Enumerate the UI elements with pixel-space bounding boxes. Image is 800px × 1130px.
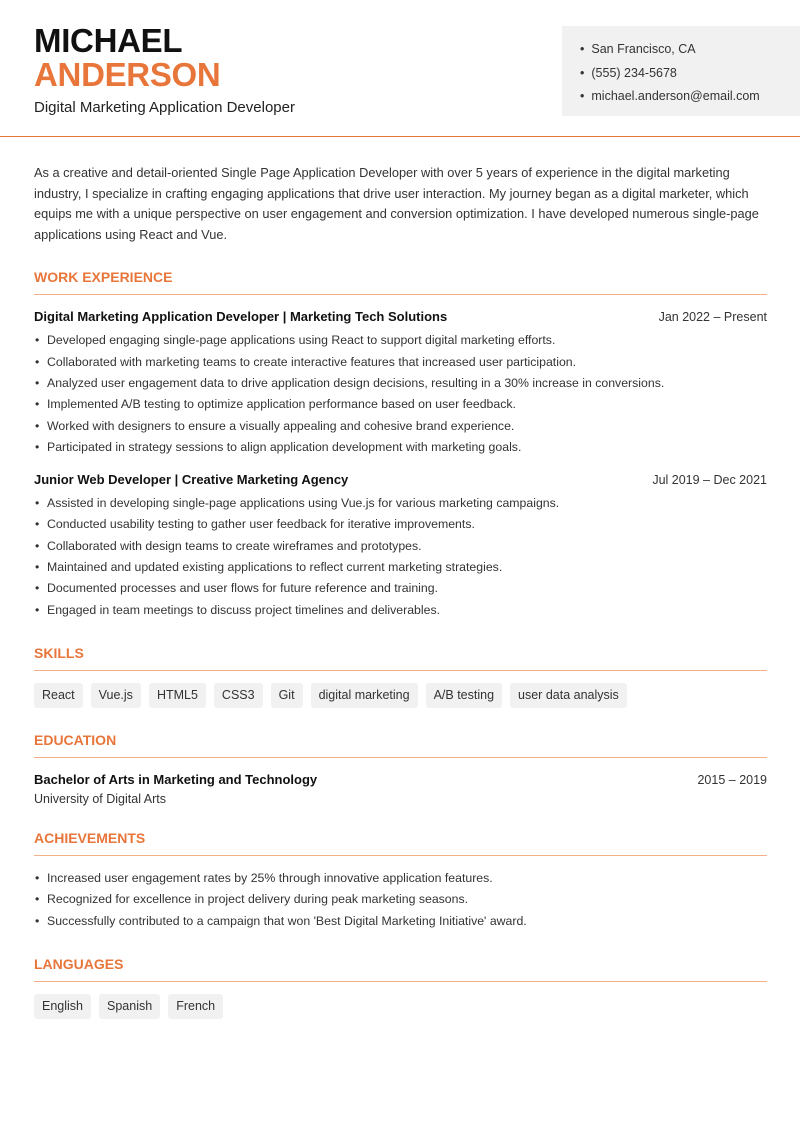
list-item: • Collaborated with marketing teams to create interactive features that increased user participation.	[34, 352, 767, 373]
skill-tag: Git	[271, 683, 303, 708]
first-name: MICHAEL	[34, 22, 183, 59]
list-item: • Analyzed user engagement data to drive application design decisions, resulting in a 30% increase in conversions.	[34, 373, 767, 394]
education-section	[34, 732, 767, 806]
list-item: • Engaged in team meetings to discuss project timelines and deliverables.	[34, 600, 767, 621]
section-title-languages: LANGUAGES	[34, 956, 767, 982]
resume-header	[0, 0, 800, 137]
job-header	[34, 309, 767, 324]
language-tag: French	[168, 994, 223, 1019]
list-item: • Recognized for excellence in project delivery during peak marketing seasons.	[34, 889, 767, 910]
section-title-education: EDUCATION	[34, 732, 767, 758]
skill-tag: digital marketing	[311, 683, 418, 708]
contact-box	[562, 26, 800, 116]
last-name: ANDERSON	[34, 56, 221, 93]
contact-phone: • (555) 234-5678	[580, 62, 800, 86]
resume-body	[34, 163, 767, 1019]
job-title: Junior Web Developer | Creative Marketing Agency	[34, 472, 349, 488]
job-title-heading: Digital Marketing Application Developer	[34, 99, 295, 116]
languages-section	[34, 956, 767, 1019]
summary-paragraph: As a creative and detail-oriented Single Page Application Developer with over 5 years of experience in the digital marketing industry, I specialize in crafting engaging applications that drive user interaction. My journey began as a digital marketer, which equips me with a unique perspective on user engagement and conversion optimization. I have developed numerous single-page applications using React and Vue.	[34, 165, 759, 242]
job-title: Digital Marketing Application Developer | Marketing Tech Solutions	[34, 309, 448, 325]
section-title-work: WORK EXPERIENCE	[34, 269, 767, 295]
skill-tag: HTML5	[149, 683, 206, 708]
section-title-skills: SKILLS	[34, 645, 767, 671]
list-item: • Maintained and updated existing applications to reflect current marketing strategies.	[34, 557, 767, 578]
list-item: • Successfully contributed to a campaign that won 'Best Digital Marketing Initiative' award.	[34, 911, 767, 932]
list-item: • Conducted usability testing to gather user feedback for iterative improvements.	[34, 514, 767, 535]
contact-location: • San Francisco, CA	[580, 38, 800, 62]
list-item: • Assisted in developing single-page applications using Vue.js for various marketing campaigns.	[34, 493, 767, 514]
section-title-achievements: ACHIEVEMENTS	[34, 830, 767, 856]
skill-tag: React	[34, 683, 83, 708]
list-item: • Documented processes and user flows for future reference and training.	[34, 578, 767, 599]
education-header	[34, 772, 767, 787]
job-bullets	[34, 493, 767, 621]
skills-tags	[34, 683, 767, 708]
language-tags	[34, 994, 767, 1019]
skill-tag: CSS3	[214, 683, 263, 708]
list-item: • Collaborated with design teams to create wireframes and prototypes.	[34, 536, 767, 557]
job-date: Jul 2019 – Dec 2021	[652, 473, 767, 488]
language-tag: Spanish	[99, 994, 160, 1019]
institution-name: University of Digital Arts	[34, 791, 166, 806]
contact-email[interactable]: • michael.anderson@email.com	[580, 85, 800, 109]
list-item: • Implemented A/B testing to optimize application performance based on user feedback.	[34, 394, 767, 415]
job-date: Jan 2022 – Present	[658, 310, 767, 325]
language-tag: English	[34, 994, 91, 1019]
degree-title: Bachelor of Arts in Marketing and Technology	[34, 771, 318, 787]
achievements-section	[34, 830, 767, 932]
list-item: • Participated in strategy sessions to align application development with marketing goals.	[34, 437, 767, 458]
list-item: • Developed engaging single-page applications using React to support digital marketing efforts.	[34, 330, 767, 351]
candidate-name	[34, 24, 220, 92]
skill-tag: user data analysis	[510, 683, 627, 708]
skills-section	[34, 645, 767, 708]
job-header	[34, 472, 767, 487]
work-experience-section	[34, 269, 767, 621]
achievement-bullets	[34, 868, 767, 932]
skill-tag: A/B testing	[426, 683, 502, 708]
education-date: 2015 – 2019	[697, 772, 767, 787]
list-item: • Increased user engagement rates by 25% through innovative application features.	[34, 868, 767, 889]
job-bullets	[34, 330, 767, 458]
list-item: • Worked with designers to ensure a visually appealing and cohesive brand experience.	[34, 416, 767, 437]
skill-tag: Vue.js	[91, 683, 141, 708]
